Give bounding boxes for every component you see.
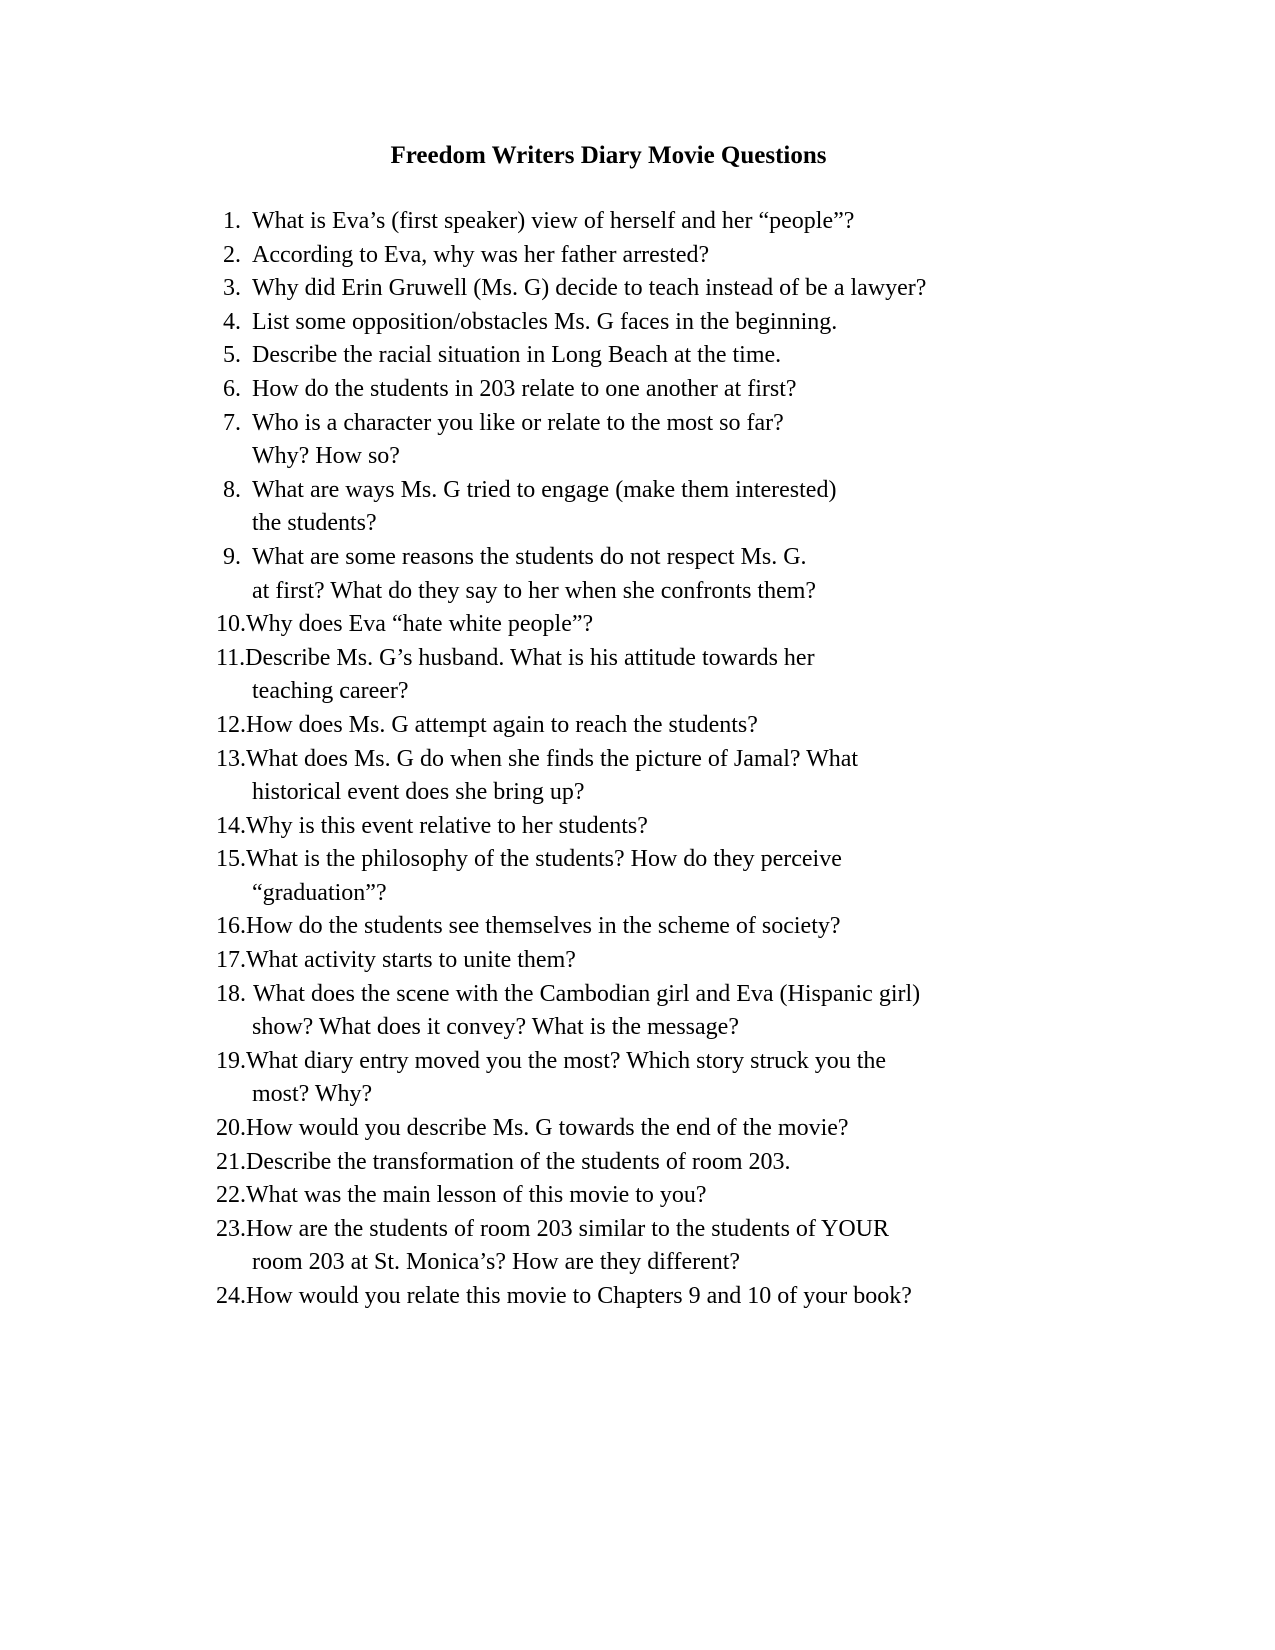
question-first-line [216, 339, 1275, 373]
question-text: What activity starts to unite them? [246, 947, 576, 974]
question-item [216, 239, 1275, 273]
question-first-line [216, 1213, 1275, 1247]
question-first-line [216, 1112, 1275, 1146]
question-first-line [216, 541, 1275, 575]
question-number: 22. [216, 1182, 246, 1209]
question-text: What does the scene with the Cambodian girl and Eva (Hispanic girl) [253, 980, 921, 1007]
question-list [216, 205, 1275, 1314]
question-item [216, 709, 1275, 743]
question-item [216, 810, 1275, 844]
question-item [216, 944, 1275, 978]
question-first-line [216, 239, 1275, 273]
question-text: at first? What do they say to her when she confronts them? [252, 577, 817, 604]
question-item [216, 743, 1275, 810]
question-item [216, 910, 1275, 944]
question-item [216, 1213, 1275, 1280]
question-text: Who is a character you like or relate to the most so far? [252, 409, 784, 436]
question-first-line [216, 306, 1275, 340]
question-first-line [216, 1280, 1275, 1314]
question-continuation-line [216, 776, 1275, 810]
question-text: Why does Eva “hate white people”? [246, 611, 594, 638]
question-number: 24. [216, 1283, 246, 1309]
question-continuation-line [216, 1078, 1275, 1112]
question-item [216, 272, 1275, 306]
question-item [216, 1146, 1275, 1180]
question-text: the students? [252, 510, 377, 537]
question-text: What diary entry moved you the most? Which story struck you the [246, 1047, 887, 1074]
question-number: 6. [223, 375, 241, 402]
question-item [216, 1179, 1275, 1213]
question-text: most? Why? [252, 1081, 373, 1108]
question-number: 16. [216, 913, 246, 940]
question-item [216, 1112, 1275, 1146]
question-number: 23. [216, 1215, 246, 1242]
question-text: How would you relate this movie to Chapters 9 and 10 of your book? [246, 1283, 912, 1309]
question-text: What was the main lesson of this movie to you? [246, 1182, 707, 1209]
question-text: Why? How so? [252, 443, 400, 470]
question-number: 8. [223, 476, 241, 503]
question-number: 10. [216, 611, 246, 638]
question-first-line [216, 944, 1275, 978]
question-text: Describe the transformation of the students of room 203. [246, 1148, 791, 1175]
question-continuation-line [216, 1246, 1275, 1280]
question-text: How are the students of room 203 similar to the students of YOUR [246, 1215, 890, 1242]
question-first-line [216, 608, 1275, 642]
question-text: show? What does it convey? What is the message? [252, 1014, 739, 1041]
question-item [216, 978, 1275, 1045]
question-text: Describe Ms. G’s husband. What is his attitude towards her [245, 644, 815, 671]
question-item [216, 339, 1275, 373]
question-text: Describe the racial situation in Long Beach at the time. [252, 342, 782, 369]
question-text: What is Eva’s (first speaker) view of herself and her “people”? [252, 208, 855, 234]
question-continuation-line [216, 1011, 1275, 1045]
question-text: “graduation”? [252, 879, 387, 906]
question-item [216, 306, 1275, 340]
question-item [216, 642, 1275, 709]
question-text: What are ways Ms. G tried to engage (make them interested) [252, 476, 837, 503]
question-text: What does Ms. G do when she finds the picture of Jamal? What [246, 745, 859, 772]
question-item [216, 407, 1275, 474]
question-text: What is the philosophy of the students? How do they perceive [246, 846, 842, 873]
question-number: 20. [216, 1115, 246, 1142]
question-item [216, 843, 1275, 910]
question-item [216, 474, 1275, 541]
question-first-line [216, 1179, 1275, 1213]
question-number: 2. [223, 241, 241, 268]
question-text: What are some reasons the students do not respect Ms. G. [252, 543, 807, 570]
question-first-line [216, 373, 1275, 407]
question-item [216, 205, 1275, 239]
question-first-line [216, 272, 1275, 306]
question-first-line [216, 978, 1275, 1012]
question-number: 21. [216, 1148, 246, 1175]
question-number: 11. [216, 644, 246, 671]
question-number: 9. [223, 543, 241, 570]
document-title: Freedom Writers Diary Movie Questions [390, 142, 827, 169]
question-first-line [216, 407, 1275, 441]
question-text: How would you describe Ms. G towards the end of the movie? [246, 1115, 849, 1142]
question-number: 3. [223, 275, 241, 302]
question-text: According to Eva, why was her father arrested? [252, 241, 710, 268]
question-number: 15. [216, 846, 246, 873]
question-first-line [216, 743, 1275, 777]
question-text: How does Ms. G attempt again to reach the students? [246, 711, 758, 738]
question-number: 1. [223, 208, 241, 234]
question-text: room 203 at St. Monica’s? How are they different? [252, 1249, 741, 1276]
question-number: 13. [216, 745, 246, 772]
question-continuation-line [216, 507, 1275, 541]
question-number: 4. [223, 308, 241, 335]
question-first-line [216, 1045, 1275, 1079]
question-number: 18. [216, 980, 246, 1007]
question-number: 12. [216, 711, 246, 738]
question-continuation-line [216, 440, 1275, 474]
question-continuation-line [216, 877, 1275, 911]
question-first-line [216, 843, 1275, 877]
question-first-line [216, 810, 1275, 844]
question-item [216, 373, 1275, 407]
question-item [216, 608, 1275, 642]
question-first-line [216, 205, 1275, 239]
question-item [216, 1045, 1275, 1112]
question-text: historical event does she bring up? [252, 779, 585, 806]
question-text: teaching career? [252, 678, 409, 705]
question-first-line [216, 474, 1275, 508]
question-number: 7. [223, 409, 241, 436]
question-number: 5. [223, 342, 241, 369]
question-text: List some opposition/obstacles Ms. G faces in the beginning. [252, 308, 838, 335]
question-item [216, 1280, 1275, 1314]
question-first-line [216, 709, 1275, 743]
question-text: Why did Erin Gruwell (Ms. G) decide to teach instead of be a lawyer? [252, 275, 927, 302]
question-item [216, 541, 1275, 608]
question-text: How do the students in 203 relate to one another at first? [252, 375, 797, 402]
question-text: Why is this event relative to her students? [246, 812, 648, 839]
question-number: 19. [216, 1047, 246, 1074]
question-number: 17. [216, 947, 246, 974]
question-first-line [216, 642, 1275, 676]
question-continuation-line [216, 575, 1275, 609]
question-continuation-line [216, 675, 1275, 709]
question-first-line [216, 910, 1275, 944]
question-number: 14. [216, 812, 246, 839]
question-text: How do the students see themselves in the scheme of society? [246, 913, 841, 940]
question-first-line [216, 1146, 1275, 1180]
